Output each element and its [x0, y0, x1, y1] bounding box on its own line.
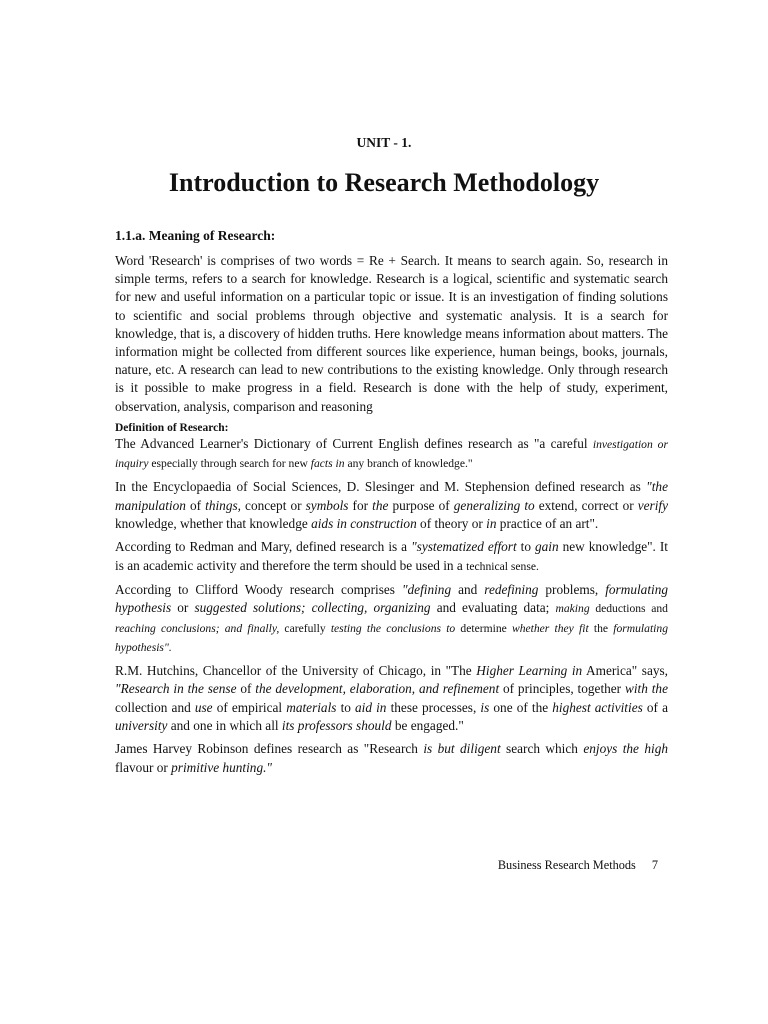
- text-run: According to Clifford Woody research comprises: [115, 581, 402, 597]
- text-run: making: [555, 602, 590, 616]
- definition-advanced-learners: [115, 435, 668, 474]
- text-run: determine: [455, 621, 512, 635]
- text-run: of: [236, 681, 256, 697]
- text-run: primitive hunting.": [171, 759, 272, 775]
- text-run: materials: [286, 699, 337, 715]
- text-run: formulating hypothesis: [115, 581, 668, 616]
- text-run: search which: [500, 741, 584, 757]
- text-run: enjoys the high: [583, 741, 668, 757]
- unit-label: UNIT - 1.: [356, 135, 412, 150]
- text-run: for: [348, 497, 373, 513]
- text-run: and: [451, 581, 485, 597]
- text-run: carefully: [279, 621, 331, 635]
- text-run: especially through search for new: [148, 457, 311, 471]
- text-run: James Harvey Robinson defines research as "Research: [115, 741, 424, 757]
- text-run: investigation or inquiry: [115, 437, 668, 471]
- text-run: is: [480, 699, 490, 715]
- text-run: university: [115, 717, 168, 733]
- text-run: highest activities: [552, 699, 643, 715]
- text-run: purpose of: [388, 497, 454, 513]
- text-run: "Research in the sense: [115, 681, 237, 697]
- text-run: America" says,: [582, 663, 669, 679]
- text-run: and evaluating data;: [430, 600, 556, 616]
- text-run: the: [588, 621, 614, 635]
- text-run: aids in construction: [311, 516, 417, 532]
- text-run: technical sense.: [466, 559, 539, 573]
- text-run: Higher Learning in: [476, 663, 583, 679]
- text-run: or: [171, 600, 195, 616]
- text-run: of principles, together: [499, 681, 625, 697]
- text-run: of empirical: [212, 699, 287, 715]
- text-run: The Advanced Learner's Dictionary of Current English defines research as "a careful: [115, 435, 593, 451]
- text-run: these processes,: [386, 699, 481, 715]
- definition-heading: Definition of Research:: [115, 421, 229, 434]
- page-title: Introduction to Research Methodology: [168, 168, 600, 197]
- text-run: things,: [205, 497, 241, 513]
- text-run: verify: [637, 497, 668, 513]
- definition-hutchins: [115, 662, 668, 735]
- text-run: generalizing to: [453, 497, 535, 513]
- definition-redman-mary: [115, 538, 668, 576]
- text-run: According to Redman and Mary, defined research is a: [115, 539, 412, 555]
- text-run: gain: [535, 539, 559, 555]
- text-run: knowledge, whether that knowledge: [115, 516, 312, 532]
- text-run: extend, correct or: [534, 497, 638, 513]
- text-run: suggested solutions; collecting, organizing: [194, 600, 431, 616]
- text-run: facts in: [310, 457, 345, 471]
- definition-encyclopaedia: [115, 478, 668, 533]
- text-run: "systematized effort: [411, 539, 517, 555]
- text-run: practice of an art".: [496, 516, 599, 532]
- text-run: R.M. Hutchins, Chancellor of the University of Chicago, in "The: [115, 663, 477, 679]
- section-heading: 1.1.a. Meaning of Research:: [115, 228, 276, 243]
- text-run: problems,: [538, 581, 606, 597]
- text-run: "the manipulation: [115, 479, 668, 513]
- text-run: its professors should: [281, 717, 392, 733]
- page-number: 7: [651, 858, 658, 872]
- text-run: in: [486, 516, 497, 532]
- text-run: of: [185, 497, 206, 513]
- text-run: testing the conclusions to: [330, 621, 456, 635]
- text-run: the development, elaboration, and refinement: [255, 681, 500, 697]
- definition-clifford-woody: [115, 581, 668, 657]
- text-run: concept or: [240, 497, 306, 513]
- text-run: use: [194, 699, 213, 715]
- text-run: and one in which all: [167, 717, 282, 733]
- text-run: redefining: [484, 581, 539, 597]
- footer-book-title: Business Research Methods: [497, 858, 636, 872]
- main-content: [115, 228, 668, 782]
- text-run: of a: [642, 699, 668, 715]
- text-run: be engaged.": [391, 717, 464, 733]
- definition-robinson: [115, 740, 668, 777]
- meaning-paragraph: Word 'Research' is comprises of two words = Re + Search. It means to search again. So, research in simple terms, refers to a search for knowledge. Research is a logical, scientific and systematic search for new and useful information on a particular topic or issue. It is an investigation of finding solutions to scientific and social problems through objective and systematic analysis. It is a search for knowledge, that is, a discovery of hidden truths. Here knowledge means information about matters. The information might be collected from different sources like experience, human beings, books, journals, nature, etc. A research can lead to new contributions to the existing knowledge. Only through research is it possible to make progress in a field. Research is done with the help of study, experiment, observation, analysis, comparison and reasoning: [115, 253, 668, 414]
- text-run: with the: [624, 681, 668, 697]
- text-run: whether they fit: [511, 621, 589, 635]
- text-run: reaching conclusions; and finally,: [115, 621, 280, 635]
- text-run: formulating hypothesis".: [115, 621, 668, 654]
- text-run: symbols: [305, 497, 349, 513]
- text-run: one of the: [489, 699, 553, 715]
- text-run: to: [336, 699, 356, 715]
- text-run: to: [516, 539, 535, 555]
- text-run: "defining: [401, 581, 452, 597]
- text-run: the: [372, 497, 389, 513]
- text-run: any branch of knowledge.": [344, 457, 473, 471]
- text-run: is but diligent: [423, 741, 501, 757]
- page-footer: [498, 858, 658, 873]
- text-run: deductions and: [589, 602, 668, 616]
- text-run: flavour or: [115, 759, 172, 775]
- text-run: collection and: [115, 699, 195, 715]
- text-run: aid in: [355, 699, 387, 715]
- text-run: of theory or: [416, 516, 487, 532]
- text-run: new knowledge". It is an academic activity and therefore the term should be used in a: [115, 539, 668, 573]
- text-run: In the Encyclopaedia of Social Sciences, D. Slesinger and M. Stephension defined research as: [115, 479, 647, 495]
